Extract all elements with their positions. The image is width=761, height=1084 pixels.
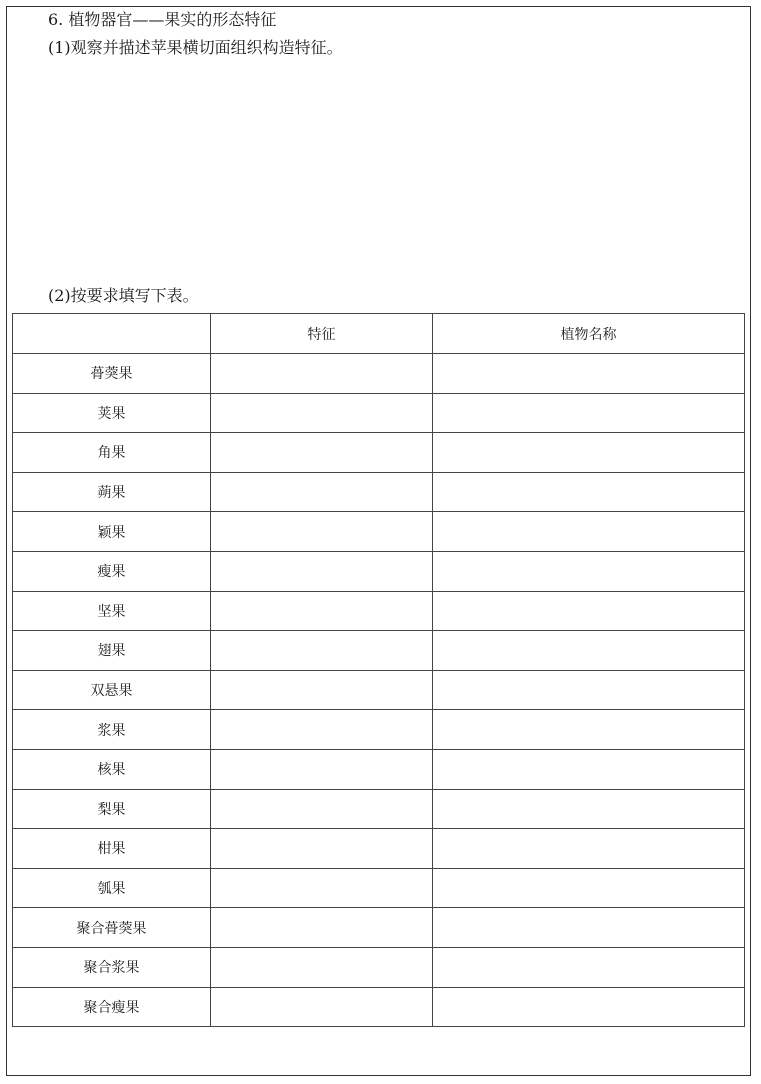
feature-cell[interactable] [211,551,433,591]
question-1-text: (1)观察并描述苹果横切面组织构造特征。 [48,38,343,57]
plant-name-cell[interactable] [433,512,745,552]
table-row [13,670,745,710]
feature-cell[interactable] [211,393,433,433]
plant-name-cell[interactable] [433,472,745,512]
feature-cell[interactable] [211,829,433,869]
plant-name-cell[interactable] [433,947,745,987]
table-row [13,749,745,789]
feature-cell[interactable] [211,670,433,710]
fruit-type-cell: 双悬果 [13,670,211,710]
table-row [13,908,745,948]
feature-cell[interactable] [211,987,433,1027]
plant-name-cell[interactable] [433,829,745,869]
feature-cell[interactable] [211,512,433,552]
plant-name-cell[interactable] [433,670,745,710]
table-row [13,868,745,908]
header-feature: 特征 [211,314,433,354]
feature-cell[interactable] [211,433,433,473]
section-heading: 6. 植物器官——果实的形态特征 [48,10,277,29]
table-row [13,591,745,631]
feature-cell[interactable] [211,868,433,908]
plant-name-cell[interactable] [433,908,745,948]
feature-cell[interactable] [211,789,433,829]
feature-cell[interactable] [211,591,433,631]
header-fruit-type [13,314,211,354]
fruit-type-cell: 聚合蓇葖果 [13,908,211,948]
feature-cell[interactable] [211,749,433,789]
fruit-type-cell: 蓇葖果 [13,354,211,394]
fruit-type-cell: 蒴果 [13,472,211,512]
fruit-type-cell: 聚合浆果 [13,947,211,987]
feature-cell[interactable] [211,631,433,671]
fruit-type-cell: 浆果 [13,710,211,750]
table-row [13,551,745,591]
table-row [13,354,745,394]
fruit-type-cell: 梨果 [13,789,211,829]
feature-cell[interactable] [211,472,433,512]
fruit-type-table [12,313,745,1027]
plant-name-cell[interactable] [433,789,745,829]
table-row [13,710,745,750]
plant-name-cell[interactable] [433,393,745,433]
table-row [13,987,745,1027]
plant-name-cell[interactable] [433,591,745,631]
plant-name-cell[interactable] [433,433,745,473]
question-2-text: (2)按要求填写下表。 [48,286,199,305]
feature-cell[interactable] [211,710,433,750]
table-row [13,512,745,552]
fruit-type-cell: 瘦果 [13,551,211,591]
plant-name-cell[interactable] [433,868,745,908]
table-row [13,829,745,869]
fruit-type-cell: 翅果 [13,631,211,671]
feature-cell[interactable] [211,947,433,987]
table-row [13,393,745,433]
table-row [13,631,745,671]
fruit-type-cell: 柑果 [13,829,211,869]
fruit-type-cell: 瓠果 [13,868,211,908]
fruit-type-cell: 颖果 [13,512,211,552]
table-header-row [13,314,745,354]
fruit-type-cell: 坚果 [13,591,211,631]
header-plant-name: 植物名称 [433,314,745,354]
table-body [13,354,745,1027]
feature-cell[interactable] [211,908,433,948]
plant-name-cell[interactable] [433,710,745,750]
table-row [13,472,745,512]
plant-name-cell[interactable] [433,354,745,394]
fruit-type-cell: 核果 [13,749,211,789]
plant-name-cell[interactable] [433,987,745,1027]
table-row [13,947,745,987]
fruit-type-cell: 荚果 [13,393,211,433]
plant-name-cell[interactable] [433,551,745,591]
plant-name-cell[interactable] [433,749,745,789]
table-row [13,789,745,829]
fruit-type-cell: 聚合瘦果 [13,987,211,1027]
fruit-type-cell: 角果 [13,433,211,473]
feature-cell[interactable] [211,354,433,394]
plant-name-cell[interactable] [433,631,745,671]
table-row [13,433,745,473]
